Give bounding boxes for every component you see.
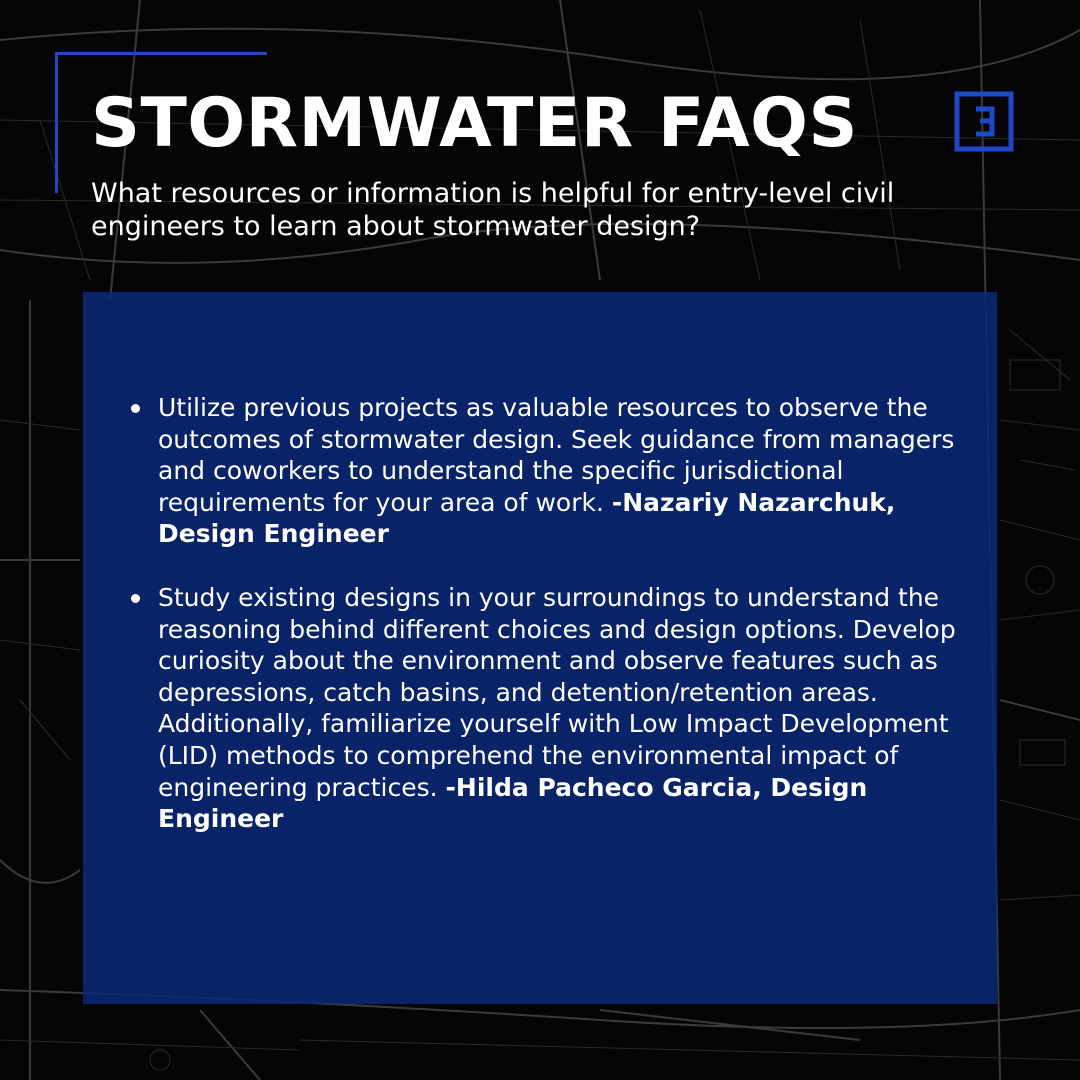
- faq-question: What resources or information is helpful for entry-level civil engineers to learn about stormwater design?: [91, 178, 895, 242]
- brand-logo-icon: [954, 91, 1014, 152]
- bullet-icon: [131, 594, 140, 603]
- answers-list: [131, 392, 981, 867]
- answer-item: [131, 392, 981, 550]
- answer-item: [131, 582, 981, 835]
- answer-text: Study existing designs in your surroundings to understand the reasoning behind different choices and design options. Develop curiosity about the environment and observe features such as depressions, catch basins, and detention/retention areas. Additionally, familiarize yourself with Low Impact Development (LID) methods to comprehend the environmental impact of engineering practices.: [158, 582, 956, 802]
- answer-attribution: -Hilda Pacheco Garcia, Design Engineer: [158, 772, 868, 834]
- page-title: STORMWATER FAQS: [91, 84, 858, 163]
- bullet-icon: [131, 404, 140, 413]
- answer-attribution: -Nazariy Nazarchuk, Design Engineer: [158, 487, 896, 549]
- answer-text: Utilize previous projects as valuable resources to observe the outcomes of stormwater design. Seek guidance from managers and coworkers to understand the specific jurisdictional requirements for your area of work.: [158, 393, 955, 517]
